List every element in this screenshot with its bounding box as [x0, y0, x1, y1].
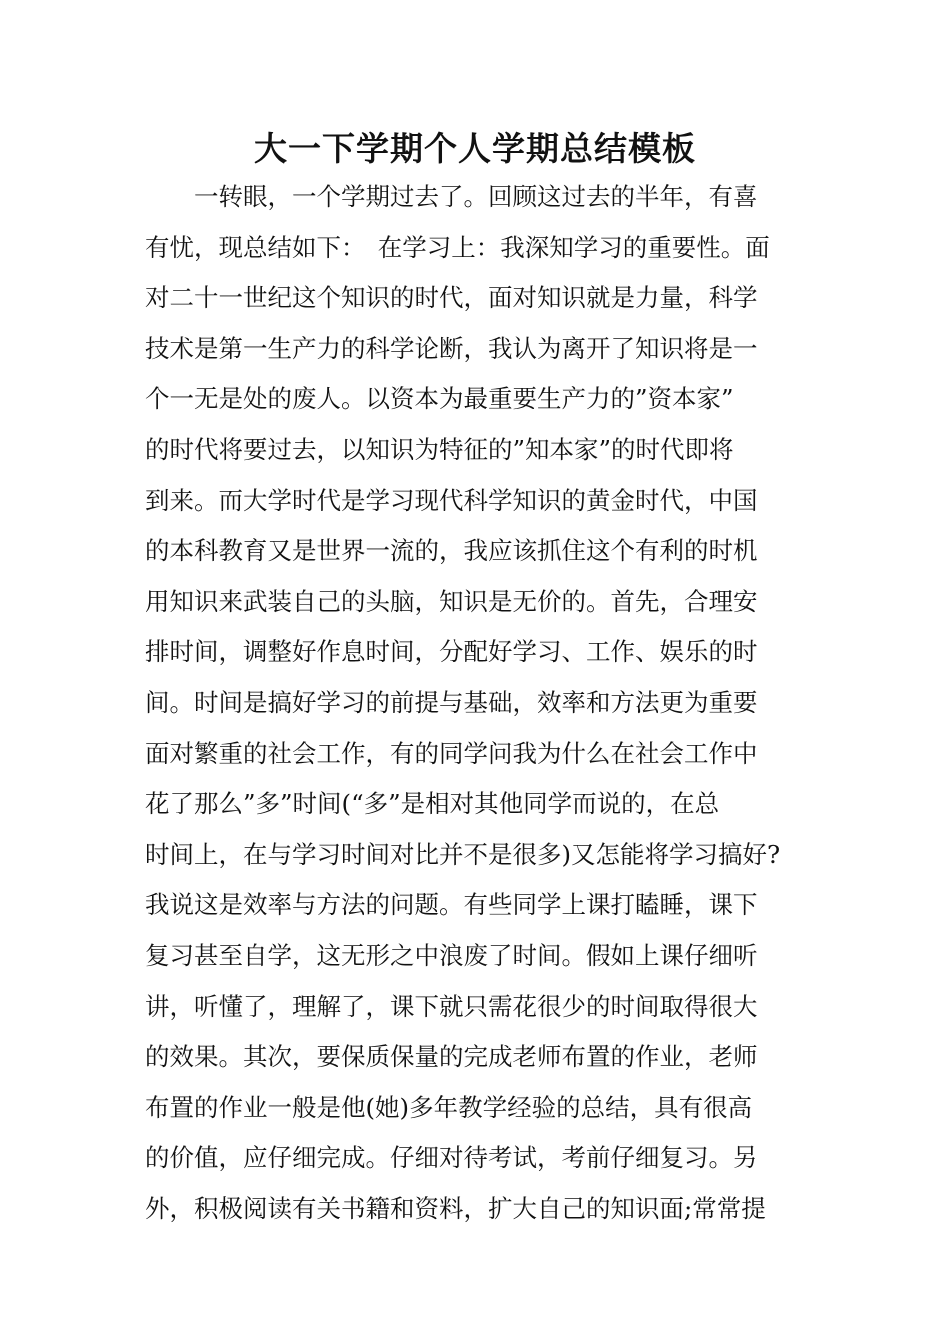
body-line: 布置的作业一般是他(她)多年教学经验的总结，具有很高 [145, 1092, 753, 1122]
body-line: 用知识来武装自己的头脑，知识是无价的。首先，合理安 [145, 586, 758, 616]
body-line: 个一无是处的废人。以资本为最重要生产力的”资本家” [145, 384, 734, 414]
body-line: 技术是第一生产力的科学论断，我认为离开了知识将是一 [145, 333, 758, 363]
body-line: 面对繁重的社会工作，有的同学问我为什么在社会工作中 [145, 738, 758, 768]
body-line: 到来。而大学时代是学习现代科学知识的黄金时代，中国 [145, 485, 758, 515]
body-line: 的效果。其次，要保质保量的完成老师布置的作业，老师 [145, 1042, 758, 1072]
body-line: 外，积极阅读有关书籍和资料，扩大自己的知识面;常常提 [145, 1193, 766, 1223]
body-line: 的时代将要过去，以知识为特征的”知本家”的时代即将 [145, 434, 734, 464]
body-line: 排时间，调整好作息时间，分配好学习、工作、娱乐的时 [145, 637, 758, 667]
document-title: 大一下学期个人学期总结模板 [254, 129, 696, 168]
body-line: 的价值，应仔细完成。仔细对待考试，考前仔细复习。另 [145, 1143, 758, 1173]
body-line: 间。时间是搞好学习的前提与基础，效率和方法更为重要 [145, 687, 758, 717]
body-line: 对二十一世纪这个知识的时代，面对知识就是力量，科学 [145, 283, 758, 313]
body-line: 时间上，在与学习时间对比并不是很多)又怎能将学习搞好? [145, 839, 781, 869]
body-line: 花了那么”多”时间(“多”是相对其他同学而说的，在总 [145, 789, 720, 819]
body-line: 的本科教育又是世界一流的，我应该抓住这个有利的时机 [145, 536, 758, 566]
document-body [145, 172, 825, 1234]
body-line: 我说这是效率与方法的问题。有些同学上课打瞌睡，课下 [145, 890, 758, 920]
body-line: 复习甚至自学，这无形之中浪废了时间。假如上课仔细听 [145, 940, 758, 970]
body-line: 有忧，现总结如下： 在学习上：我深知学习的重要性。面 [145, 232, 770, 262]
body-line: 一转眼，一个学期过去了。回顾这过去的半年，有喜 [145, 182, 758, 211]
body-line: 讲，听懂了，理解了，课下就只需花很少的时间取得很大 [145, 991, 758, 1021]
